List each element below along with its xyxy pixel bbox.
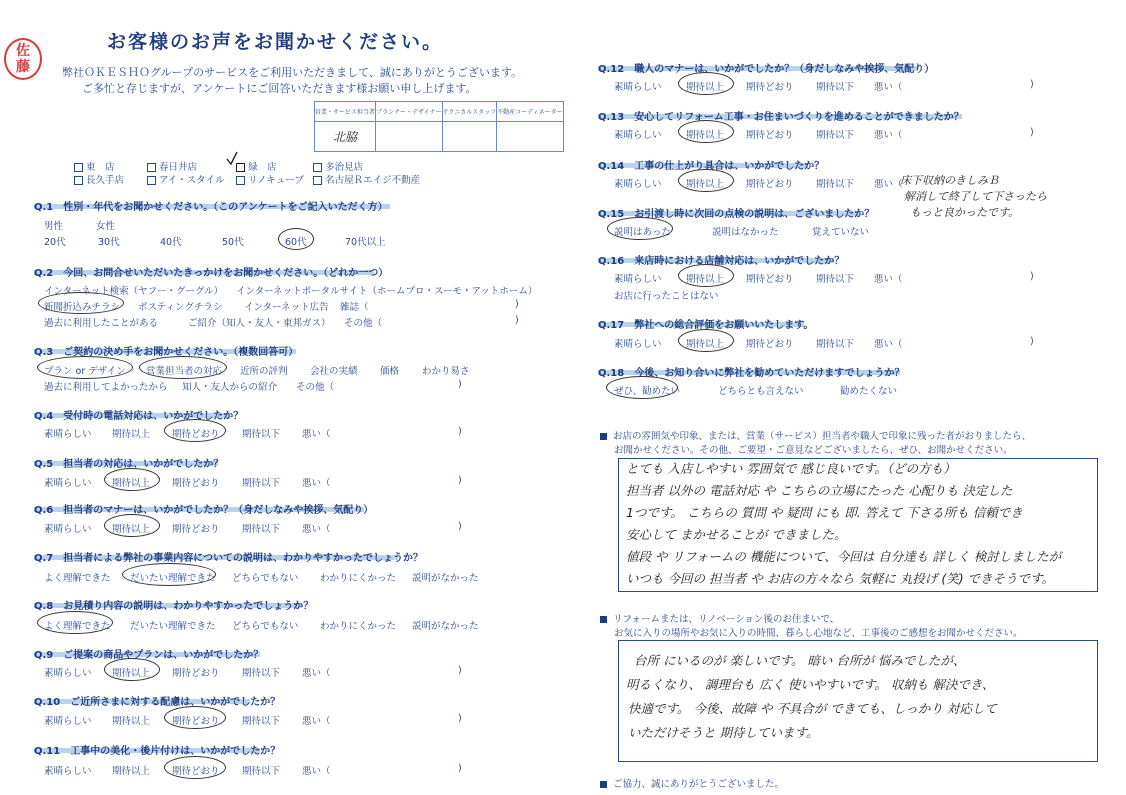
q6-option[interactable]: 悪い（ (302, 524, 331, 535)
q7-label: Q.7 担当者による弊社の事業内容についての説明は、わかりやすかったでしょうか？ (34, 553, 424, 564)
q12-label: Q.12 職人のマナーは、いかがでしたか？（身だしなみや挨拶、気配り） (598, 64, 935, 75)
store-row-2 (74, 172, 420, 186)
q1-option-selected[interactable]: 60代 (285, 237, 307, 248)
q7-option[interactable]: よく理解できた (44, 573, 111, 584)
q10-close-paren: ) (458, 713, 462, 724)
selection-circle (678, 264, 734, 287)
comment-line: 値段 や リフォームの 機能について、今回は 自分達も 詳しく 検討しましたが (626, 549, 1062, 564)
q12-option[interactable]: 素晴らしい (614, 82, 662, 93)
q3-option[interactable]: その他（ (296, 382, 335, 393)
comment-line: とても 入店しやすい 雰囲気で 感じ良いです。（どの方も） (626, 461, 956, 476)
q2-option[interactable]: インターネットポータルサイト（ホームプロ・スーモ・アットホーム） (236, 286, 538, 297)
selection-circle (104, 514, 160, 537)
q11-option-selected[interactable]: 期待どおり (172, 766, 220, 777)
q17-option-selected[interactable]: 期待以上 (686, 339, 725, 350)
q1-option[interactable]: 50代 (222, 237, 244, 248)
q14-label: Q.14 工事の仕上がり具合は、いかがでしたか？ (598, 161, 825, 172)
closing-message (600, 776, 784, 790)
section-b-prompt (600, 611, 839, 625)
intro-line-2: ご多忙と存じますが、アンケートにご回答いただきます様お願い申し上げます。 (82, 82, 477, 95)
q3-close-paren: ) (458, 379, 462, 390)
q1-option[interactable]: 女性 (96, 221, 116, 232)
q4-option[interactable]: 期待以上 (112, 429, 151, 440)
q4-option[interactable]: 素晴らしい (44, 429, 92, 440)
intro-line-1: 弊社ＯＫＥＳＨＯグループのサービスをご利用いただきまして、誠にありがとうございます。 (62, 66, 523, 79)
q5-option[interactable]: 期待以下 (242, 478, 281, 489)
q14-option[interactable]: 期待以下 (816, 179, 855, 190)
staff-technical-name (442, 122, 496, 152)
section-a-prompt (600, 428, 1031, 442)
q3-option[interactable]: 価格 (380, 366, 400, 377)
q13-option[interactable]: 素晴らしい (614, 130, 662, 141)
q12-option[interactable]: 悪い（ (874, 82, 903, 93)
q3-option[interactable]: 知人・友人からの紹介 (182, 382, 278, 393)
store-option[interactable]: 春日井店 (147, 159, 233, 173)
q5-option[interactable]: 悪い（ (302, 478, 331, 489)
q10-option[interactable]: 素晴らしい (44, 716, 92, 727)
q3-option[interactable]: 会社の実績 (310, 366, 358, 377)
q5-option-selected[interactable]: 期待以上 (112, 478, 151, 489)
q6-close-paren: ) (458, 521, 462, 532)
q15-option-selected[interactable]: 説明はあった (614, 227, 671, 238)
q7-option[interactable]: どちらでもない (232, 573, 299, 584)
q1-option[interactable]: 30代 (98, 237, 120, 248)
q2-option[interactable]: ポスティングチラシ (138, 302, 223, 313)
store-row-1 (74, 159, 363, 173)
q17-option[interactable]: 期待どおり (746, 339, 794, 350)
q2-option[interactable]: 過去に利用したことがある (44, 318, 159, 329)
q11-close-paren: ) (458, 763, 462, 774)
comment-line: 台所 にいるのが 楽しいです。 暗い 台所が 悩みでしたが、 (634, 653, 966, 668)
selection-circle (164, 419, 226, 442)
selection-circle (37, 356, 133, 379)
selection-circle (678, 120, 734, 143)
q17-option[interactable]: 期待以下 (816, 339, 855, 350)
q4-option[interactable]: 悪い（ (302, 429, 331, 440)
q8-option[interactable]: 説明がなかった (412, 621, 479, 632)
q17-option[interactable]: 素晴らしい (614, 339, 662, 350)
q2-option[interactable]: 雑誌（ (340, 302, 369, 313)
q5-close-paren: ) (458, 475, 462, 486)
q14-note-line-2: 解消して終了して下さったら (904, 190, 1047, 203)
q3-option[interactable]: 近所の評判 (240, 366, 288, 377)
q17-label: Q.17 弊社への総合評価をお願いいたします。 (598, 320, 814, 331)
comment-line: いつも 今回の 担当者 や お店の方々なら 気軽に 丸投げ (笑) できそうです。 (626, 571, 1055, 586)
q11-option[interactable]: 期待以下 (242, 766, 281, 777)
comment-line: 安心して まかせることが できました。 (626, 527, 847, 542)
selection-circle (607, 217, 673, 240)
q5-option[interactable]: 素晴らしい (44, 478, 92, 489)
staff-sales-name: 北脇 (315, 122, 376, 152)
staff-table (314, 101, 564, 152)
q2-option[interactable]: その他（ (344, 318, 383, 329)
stamp-char-1: 佐 (16, 43, 30, 59)
q16-option[interactable]: 悪い（ (874, 274, 903, 285)
store-option[interactable]: 東 店 (74, 159, 144, 173)
q6-option[interactable]: 期待どおり (172, 524, 220, 535)
q13-option[interactable]: 期待どおり (746, 130, 794, 141)
q15-option[interactable]: 覚えていない (812, 227, 870, 238)
checkmark-icon (225, 151, 239, 167)
q17-option[interactable]: 悪い（ (874, 339, 903, 350)
q3-option-selected[interactable]: プラン or デザイン (44, 366, 126, 377)
q2-option[interactable]: ご紹介（知人・友人・東邦ガス） (188, 318, 331, 329)
store-option[interactable]: アイ・スタイル (147, 172, 233, 186)
q5-label: Q.5 担当者の対応は、いかがでしたか？ (34, 459, 224, 470)
q2-option[interactable]: インターネット検索（ヤフー・グーグル） (44, 286, 224, 297)
q2-option-selected[interactable]: 新聞折込みチラシ (44, 302, 121, 313)
store-option[interactable]: リノキューブ (236, 172, 310, 186)
q10-option[interactable]: 期待以下 (242, 716, 281, 727)
q7-option[interactable]: 説明がなかった (412, 573, 479, 584)
q8-label: Q.8 お見積り内容の説明は、わかりやすかったでしょうか？ (34, 601, 314, 612)
q16-option-selected[interactable]: 期待以上 (686, 274, 725, 285)
q14-option[interactable]: 悪い（ (874, 179, 903, 190)
closing-text: ご協力、誠にありがとうございました。 (613, 779, 785, 790)
q3-option[interactable]: わかり易さ (422, 366, 470, 377)
selection-circle (164, 706, 226, 729)
q9-option[interactable]: 悪い（ (302, 668, 331, 679)
q11-option[interactable]: 期待以上 (112, 766, 151, 777)
q1-option[interactable]: 男性 (44, 221, 64, 232)
q18-option-selected[interactable]: ぜひ、勧めたい (614, 386, 681, 397)
q16-option[interactable]: 素晴らしい (614, 274, 662, 285)
q18-option[interactable]: 勧めたくない (840, 386, 898, 397)
q1-label: Q.1 性別・年代をお聞かせください。（このアンケートをご記入いただく方） (34, 202, 388, 213)
q6-option[interactable]: 期待以下 (242, 524, 281, 535)
q9-option[interactable]: 期待以下 (242, 668, 281, 679)
q12-option[interactable]: 期待どおり (746, 82, 794, 93)
q9-option[interactable]: 期待どおり (172, 668, 220, 679)
q5-option[interactable]: 期待どおり (172, 478, 220, 489)
staff-header-realestate: 不動産コーディネーター (497, 102, 564, 122)
q2-label: Q.2 今回、お問合せいただいたきっかけをお聞かせください。（どれか一つ） (34, 268, 389, 279)
q12-option[interactable]: 期待以下 (816, 82, 855, 93)
store-option[interactable]: 名古屋Ｒエイジ不動産 (313, 175, 420, 186)
q6-option[interactable]: 素晴らしい (44, 524, 92, 535)
comment-line: いただけそうと 期待しています。 (628, 725, 819, 740)
q16-option[interactable]: お店に行ったことはない (614, 291, 719, 302)
q4-close-paren: ) (458, 426, 462, 437)
q1-option[interactable]: 70代以上 (345, 237, 386, 248)
q8-option[interactable]: わかりにくかった (320, 621, 397, 632)
q3-option-selected[interactable]: 営業担当者の対応 (146, 366, 223, 377)
section-a-prompt-line-2: お聞かせください。その他、ご要望・ご意見などございましたら、ぜひ、お聞かせください。 (614, 445, 1013, 456)
q12-close-paren: ) (1030, 79, 1034, 90)
q16-option[interactable]: 期待以下 (816, 274, 855, 285)
selection-circle (278, 228, 314, 250)
store-option-checked[interactable]: 緑 店 (236, 159, 310, 173)
q17-close-paren: ) (1030, 336, 1034, 347)
q14-note-line-3: もっと良かったです。 (910, 206, 1020, 219)
q11-label: Q.11 工事中の美化・後片付けは、いかがでしたか？ (34, 746, 281, 757)
q9-label: Q.9 ご提案の商品やプランは、いかがでしたか？ (34, 650, 264, 661)
section-b-prompt-line-1: リフォームまたは、リノベーション後のお住まいで、 (613, 614, 840, 625)
q4-label: Q.4 受付時の電話対応は、いかがでしたか？ (34, 411, 244, 422)
q14-option-selected[interactable]: 期待以上 (686, 179, 725, 190)
q7-option[interactable]: わかりにくかった (320, 573, 397, 584)
staff-header-technical: テクニカルスタッフ (442, 102, 496, 122)
q6-label: Q.6 担当者のマナーは、いかがでしたか？（身だしなみや挨拶、気配り） (34, 505, 374, 516)
staff-header-planner: プランナー・デザイナー (376, 102, 443, 122)
selection-circle (139, 356, 227, 379)
store-option[interactable]: 多治見店 (313, 162, 363, 173)
q10-option[interactable]: 期待以上 (112, 716, 151, 727)
selection-circle (104, 658, 160, 681)
q10-label: Q.10 ご近所さまに対する配慮は、いかがでしたか？ (34, 697, 281, 708)
q10-option[interactable]: 悪い（ (302, 716, 331, 727)
q14-note-line-1: 床下収納のきしみＢ (900, 174, 999, 187)
selection-circle (104, 468, 160, 491)
selection-circle (678, 72, 734, 95)
q9-close-paren: ) (458, 665, 462, 676)
q8-option[interactable]: だいたい理解できた (130, 621, 216, 632)
q4-option-selected[interactable]: 期待どおり (172, 429, 220, 440)
selection-circle (678, 169, 734, 192)
stamp-char-2: 藤 (16, 59, 30, 75)
q9-option[interactable]: 素晴らしい (44, 668, 92, 679)
q13-option[interactable]: 期待以下 (816, 130, 855, 141)
q14-option[interactable]: 期待どおり (746, 179, 794, 190)
q16-label: Q.16 来店時における店舗対応は、いかがでしたか？ (598, 256, 845, 267)
q13-option-selected[interactable]: 期待以上 (686, 130, 725, 141)
q14-option[interactable]: 素晴らしい (614, 179, 662, 190)
selection-circle (122, 563, 216, 586)
q2-close-paren: ) (515, 299, 519, 310)
selection-circle (164, 756, 226, 779)
q18-option[interactable]: どちらとも言えない (718, 386, 804, 397)
q1-option[interactable]: 40代 (160, 237, 182, 248)
q11-option[interactable]: 悪い（ (302, 766, 331, 777)
selection-circle (678, 329, 734, 352)
selection-circle (606, 376, 681, 399)
section-a-prompt-line-1: お店の雰囲気や印象、または、営業（サービス）担当者や職人で印象に残った者がおりましたら、 (613, 431, 1032, 442)
q13-close-paren: ) (1030, 127, 1034, 138)
comment-line: 明るくなり、 調理台も 広く 使いやすいです。 収納も 解決でき、 (626, 677, 995, 692)
page-title: お客様のお声をお聞かせください。 (107, 31, 444, 53)
q8-option-selected[interactable]: よく理解できた (44, 621, 111, 632)
q15-option[interactable]: 説明はなかった (712, 227, 779, 238)
q6-option-selected[interactable]: 期待以上 (112, 524, 151, 535)
q2-close-paren: ) (515, 315, 519, 326)
q4-option[interactable]: 期待以下 (242, 429, 281, 440)
staff-planner-name (376, 122, 443, 152)
q12-option-selected[interactable]: 期待以上 (686, 82, 725, 93)
comment-line: 担当者 以外の 電話対応 や こちらの立場にたった 心配りも 決定した (626, 483, 1013, 498)
q18-label: Q.18 今後、お知り合いに弊社を勧めていただけますでしょうか？ (598, 368, 905, 379)
selection-circle (37, 611, 113, 634)
q13-option[interactable]: 悪い（ (874, 130, 903, 141)
q3-label: Q.3 ご契約の決め手をお聞かせください。（複数回答可） (34, 347, 299, 358)
store-option[interactable]: 長久手店 (74, 172, 144, 186)
comment-line: 快適です。 今後、故障 や 不具合が できても、しっかり 対応して (628, 701, 997, 716)
staff-header-sales: 営業・サービス担当者 (315, 102, 376, 122)
q9-option-selected[interactable]: 期待以上 (112, 668, 151, 679)
q2-option[interactable]: インターネット広告 (244, 302, 329, 313)
q15-label: Q.15 お引渡し時に次回の点検の説明は、ございましたか？ (598, 209, 875, 220)
name-stamp (4, 38, 42, 80)
q16-close-paren: ) (1030, 271, 1034, 282)
q8-option[interactable]: どちらでもない (232, 621, 299, 632)
q10-option-selected[interactable]: 期待どおり (172, 716, 220, 727)
q16-option[interactable]: 期待どおり (746, 274, 794, 285)
q7-option-selected[interactable]: だいたい理解できた (130, 573, 216, 584)
staff-realestate-name (497, 122, 564, 152)
q13-label: Q.13 安心してリフォーム工事・お住まいづくりを進めることができましたか？ (598, 112, 964, 123)
q1-option[interactable]: 20代 (44, 237, 66, 248)
selection-circle (38, 292, 124, 314)
comment-line: 1つです。 こちらの 質問 や 疑問 にも 即. 答えて 下さる所も 信頼でき (626, 505, 1023, 520)
q3-option[interactable]: 過去に利用してよかったから (44, 382, 168, 393)
q11-option[interactable]: 素晴らしい (44, 766, 92, 777)
section-b-prompt-line-2: お気に入りの場所やお気に入りの時間、暮らし心地など、工事後のご感想をお聞かせください。 (614, 628, 1023, 639)
